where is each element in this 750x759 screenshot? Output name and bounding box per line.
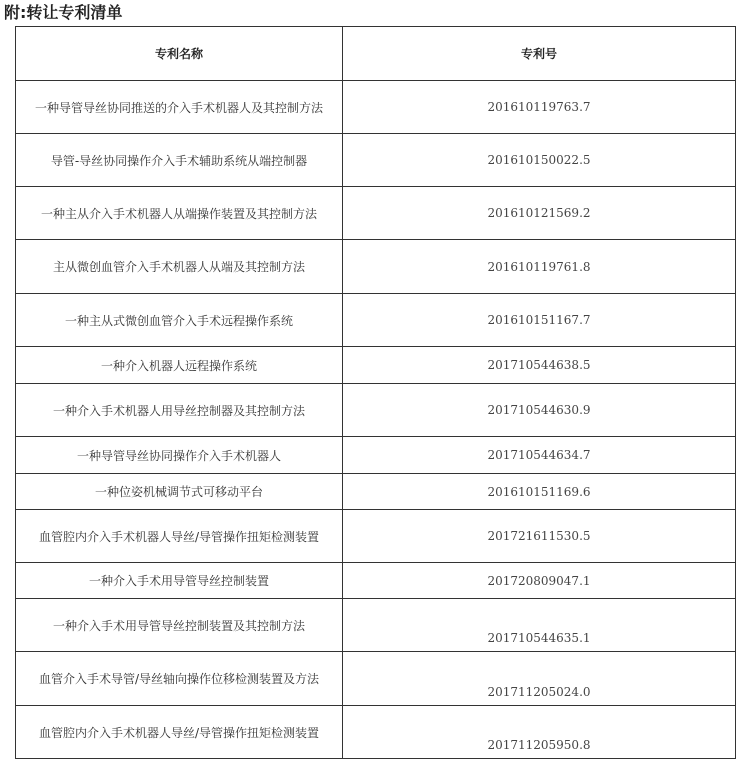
table-row [16,652,736,706]
table-row [16,599,736,652]
patent-name-cell: 血管介入手术导管/导丝轴向操作位移检测装置及方法 [16,652,343,706]
patent-name-cell: 一种介入手术用导管导丝控制装置 [16,563,343,599]
table-row [16,187,736,240]
patent-name-cell: 一种主从介入手术机器人从端操作装置及其控制方法 [16,187,343,240]
table-row [16,81,736,134]
patent-name-cell: 一种导管导丝协同推送的介入手术机器人及其控制方法 [16,81,343,134]
patent-number-cell: 201711205024.0 [343,652,736,706]
table-row [16,706,736,759]
table-row [16,240,736,294]
table-row [16,563,736,599]
patent-name-cell: 一种介入手术用导管导丝控制装置及其控制方法 [16,599,343,652]
patent-number-cell: 201710544630.9 [343,384,736,437]
patent-number-cell: 201720809047.1 [343,563,736,599]
patent-number-cell: 201610121569.2 [343,187,736,240]
patent-name-cell: 主从微创血管介入手术机器人从端及其控制方法 [16,240,343,294]
patent-name-cell: 一种位姿机械调节式可移动平台 [16,474,343,510]
patent-name-cell: 导管-导丝协同操作介入手术辅助系统从端控制器 [16,134,343,187]
patent-number-cell: 201610151169.6 [343,474,736,510]
patent-number-cell: 201710544638.5 [343,347,736,384]
patent-number-cell: 201721611530.5 [343,510,736,563]
table-row [16,510,736,563]
patent-name-cell: 血管腔内介入手术机器人导丝/导管操作扭矩检测装置 [16,510,343,563]
patent-number-cell: 201610151167.7 [343,294,736,347]
table-row [16,437,736,474]
patent-name-cell: 一种导管导丝协同操作介入手术机器人 [16,437,343,474]
column-header-patent-name: 专利名称 [16,27,343,81]
patent-number-cell: 201710544635.1 [343,599,736,652]
patent-number-cell: 201610119761.8 [343,240,736,294]
table-row [16,294,736,347]
patent-number-cell: 201710544634.7 [343,437,736,474]
patent-number-cell: 201711205950.8 [343,706,736,759]
patent-name-cell: 一种主从式微创血管介入手术远程操作系统 [16,294,343,347]
patent-name-cell: 一种介入机器人远程操作系统 [16,347,343,384]
table-header-row [16,27,736,81]
patent-number-cell: 201610150022.5 [343,134,736,187]
patent-list-table [15,26,736,759]
page-title: 附:转让专利清单 [4,3,123,22]
table-row [16,134,736,187]
column-header-patent-number: 专利号 [343,27,736,81]
table-row [16,474,736,510]
patent-name-cell: 一种介入手术机器人用导丝控制器及其控制方法 [16,384,343,437]
patent-number-cell: 201610119763.7 [343,81,736,134]
patent-name-cell: 血管腔内介入手术机器人导丝/导管操作扭矩检测装置 [16,706,343,759]
table-row [16,347,736,384]
table-row [16,384,736,437]
